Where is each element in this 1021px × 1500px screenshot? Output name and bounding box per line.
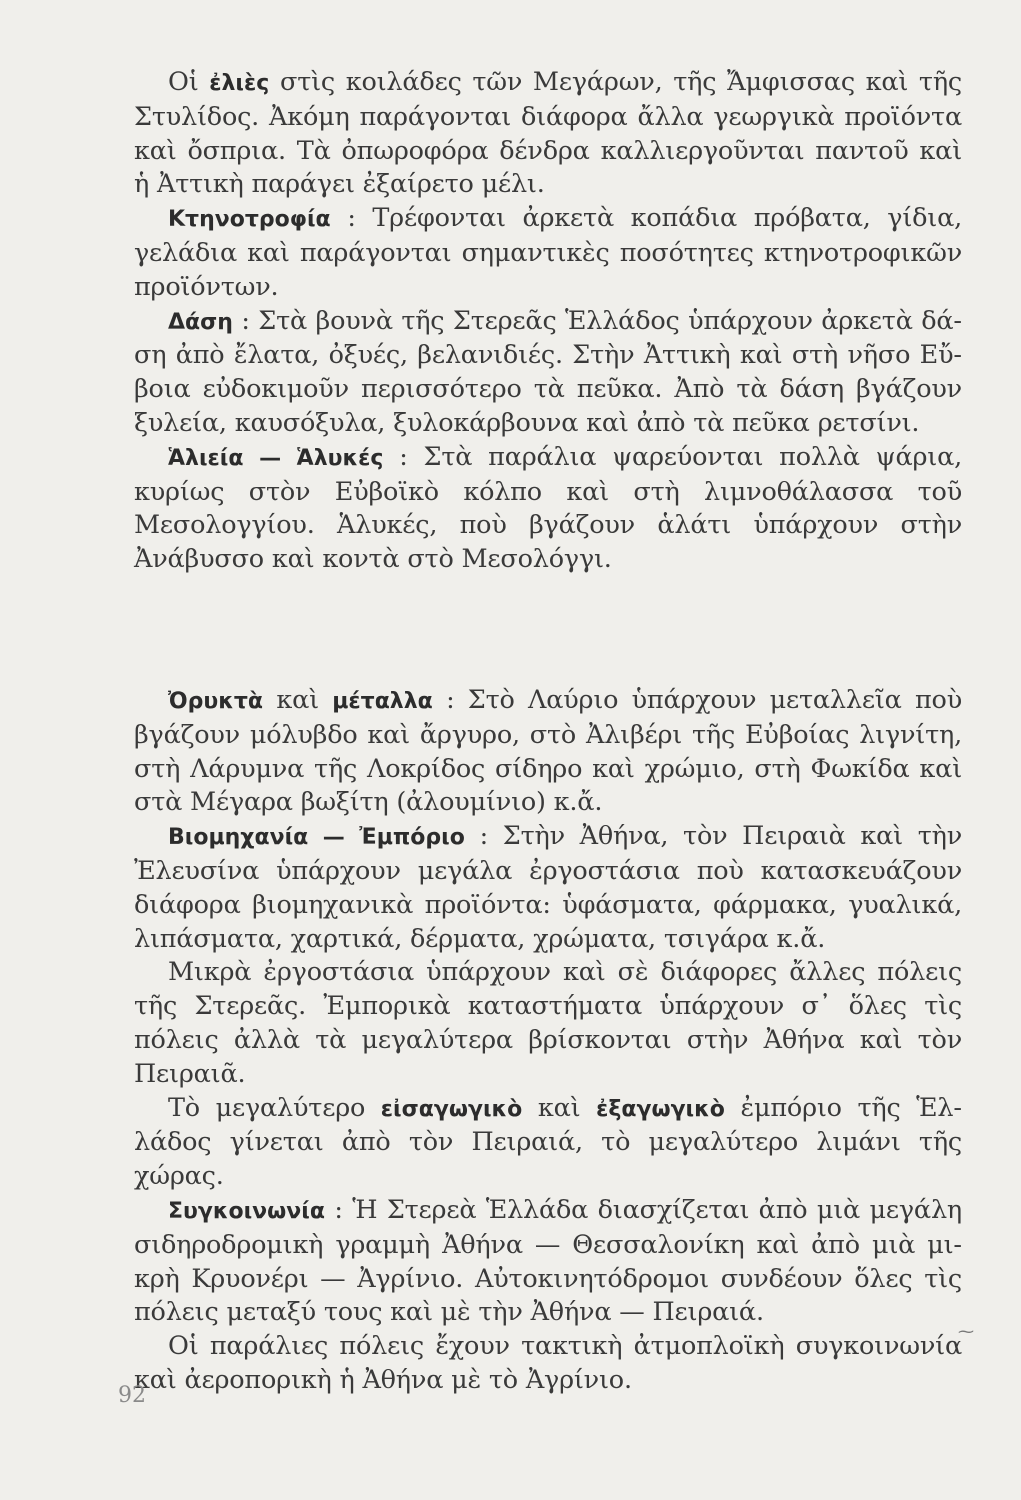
heading-forests: Δάση — [168, 309, 233, 335]
paragraph-import-export — [134, 1092, 962, 1194]
section-industry — [134, 684, 962, 1398]
paragraph-fishing — [134, 441, 962, 577]
heading-industry-trade: Βιομηχανία — Ἐμπόριο — [168, 825, 465, 851]
heading-fishing-saltworks: Ἁλιεία — Ἁλυκές — [168, 445, 384, 471]
heading-olives: ἐλιὲς — [209, 71, 270, 96]
page-number: 92 — [118, 1383, 146, 1408]
small-factories-text: Μικρὰ ἐργοστάσια ὑπάρχουν καὶ σὲ διάφορες ἄλλες πόλεις τῆς Στερεᾶς. Ἐμπορικὰ καταστήματα ὑπάρχουν σ᾽ ὅλες τὶς πόλεις ἀλλὰ τὰ μεγαλύτερα βρίσκονται στὴν Ἀθήνα καὶ τὸν Πειραιᾶ. — [134, 957, 962, 1089]
paragraph-forests — [134, 305, 962, 441]
paragraph-small-factories — [134, 956, 962, 1091]
minerals-text: : Στὸ Λαύριο ὑπάρχουν μεταλλεῖα ποὺ βγάζουν μόλυβδο καὶ ἄργυρο, στὸ Ἀλιβέρι τῆς Εὐβοίας λιγνίτη, στὴ Λάρυμνα τῆς Λοκρίδος σίδηρο καὶ χρώμιο, στὴ Φωκίδα καὶ στὰ Μέγαρα βωξίτη (ἀλουμίνιο) κ.ἄ. — [134, 685, 962, 818]
import-export-and: καὶ — [522, 1092, 597, 1123]
paragraph-industry-trade — [134, 820, 962, 956]
heading-transport: Συγκοινωνία — [168, 1198, 325, 1224]
paragraph-coastal-cities — [134, 1330, 962, 1398]
heading-import: εἰσαγωγικὸ — [380, 1096, 523, 1122]
import-export-text: ἐμπόριο τῆς Ἑλλάδος γίνεται ἀπὸ τὸν Πειραιά, τὸ μεγαλύτερο λιμάνι τῆς χώρας. — [134, 1092, 963, 1192]
olives-intro: Οἱ — [168, 67, 210, 97]
import-export-intro: Τὸ μεγαλύτερο — [168, 1092, 381, 1123]
heading-minerals: Ὀρυκτὰ — [168, 689, 264, 714]
olives-text: στὶς κοιλάδες τῶν Μεγάρων, τῆς Ἄμφισσας καὶ τῆς Στυλίδος. Ἀκόμη παράγονται διάφορα ἄλλα γεωργικὰ προϊόντα καὶ ὄσπρια. Τὰ ὀπωροφόρα δένδρα καλλιεργοῦνται παντοῦ καὶ ἡ Ἀττικὴ παράγει ἐξαίρετο μέλι. — [134, 67, 962, 200]
forests-text: : Στὰ βουνὰ τῆς Στερεᾶς Ἑλλάδος ὑπάρχουν ἀρκετὰ δάση ἀπὸ ἔλατα, ὀξυές, βελανιδιές. Στὴν Ἀττικὴ καὶ στὴ νῆσο Εὔβοια εὐδοκιμοῦν περισσότερο τὰ πεῦκα. Ἀπὸ τὰ δάση βγάζουν ξυλεία, καυσόξυλα, ξυλοκάρβουνα καὶ ἀπὸ τὰ πεῦκα ρετσίνι. — [134, 305, 962, 438]
livestock-text: : Τρέφονται ἀρκετὰ κοπάδια πρόβατα, γίδια, γελάδια καὶ παράγονται σημαντικὲς ποσότητες κτηνοτροφικῶν προϊόντων. — [134, 203, 962, 302]
minerals-and: καὶ — [263, 685, 333, 715]
heading-livestock: Κτηνοτροφία — [168, 207, 331, 233]
heading-metals: μέταλλα — [332, 689, 433, 714]
coastal-cities-text: Οἱ παράλιες πόλεις ἔχουν τακτικὴ ἀτμοπλοϊκὴ συγκοινωνία καὶ ἀεροπορικὴ ἡ Ἀθήνα μὲ τὸ Ἀγρίνιο. — [134, 1331, 962, 1395]
industry-text: : Στὴν Ἀθήνα, τὸν Πειραιὰ καὶ τὴν Ἐλευσίνα ὑπάρχουν μεγάλα ἐργοστάσια ποὺ κατασκευάζουν διάφορα βιομηχανικὰ προϊόντα: ὑφάσματα, φάρμακα, γυαλικά, λιπάσματα, χαρτικά, δέρματα, χρώματα, τσιγάρα κ.ἄ. — [134, 821, 963, 954]
heading-export: ἐξαγωγικὸ — [596, 1096, 725, 1122]
paragraph-livestock — [134, 202, 962, 304]
paragraph-minerals — [134, 684, 962, 820]
paragraph-olives — [134, 66, 962, 202]
fishing-text: : Στὰ παράλια ψαρεύονται πολλὰ ψάρια, κυρίως στὸν Εὐβοϊκὸ κόλπο καὶ στὴ λιμνοθάλασσα τοῦ Μεσολογγίου. Ἁλυκές, ποὺ βγάζουν ἁλάτι ὑπάρχουν στὴν Ἀνάβυσσο καὶ κοντὰ στὸ Μεσολόγγι. — [134, 441, 963, 575]
margin-pencil-mark: ⁓ — [958, 1322, 974, 1341]
section-agriculture — [134, 66, 962, 577]
paragraph-transport — [134, 1194, 962, 1330]
transport-text: : Ἡ Στερεὰ Ἑλλάδα διασχίζεται ἀπὸ μιὰ μεγάλη σιδηροδρομικὴ γραμμὴ Ἀθήνα — Θεσσαλονίκη καὶ ἀπὸ μιὰ μικρὴ Κρυονέρι — Ἀγρίνιο. Αὐτοκινητόδρομοι συνδέουν ὅλες τὶς πόλεις μεταξύ τους καὶ μὲ τὴν Ἀθήνα — Πειραιά. — [134, 1194, 962, 1328]
